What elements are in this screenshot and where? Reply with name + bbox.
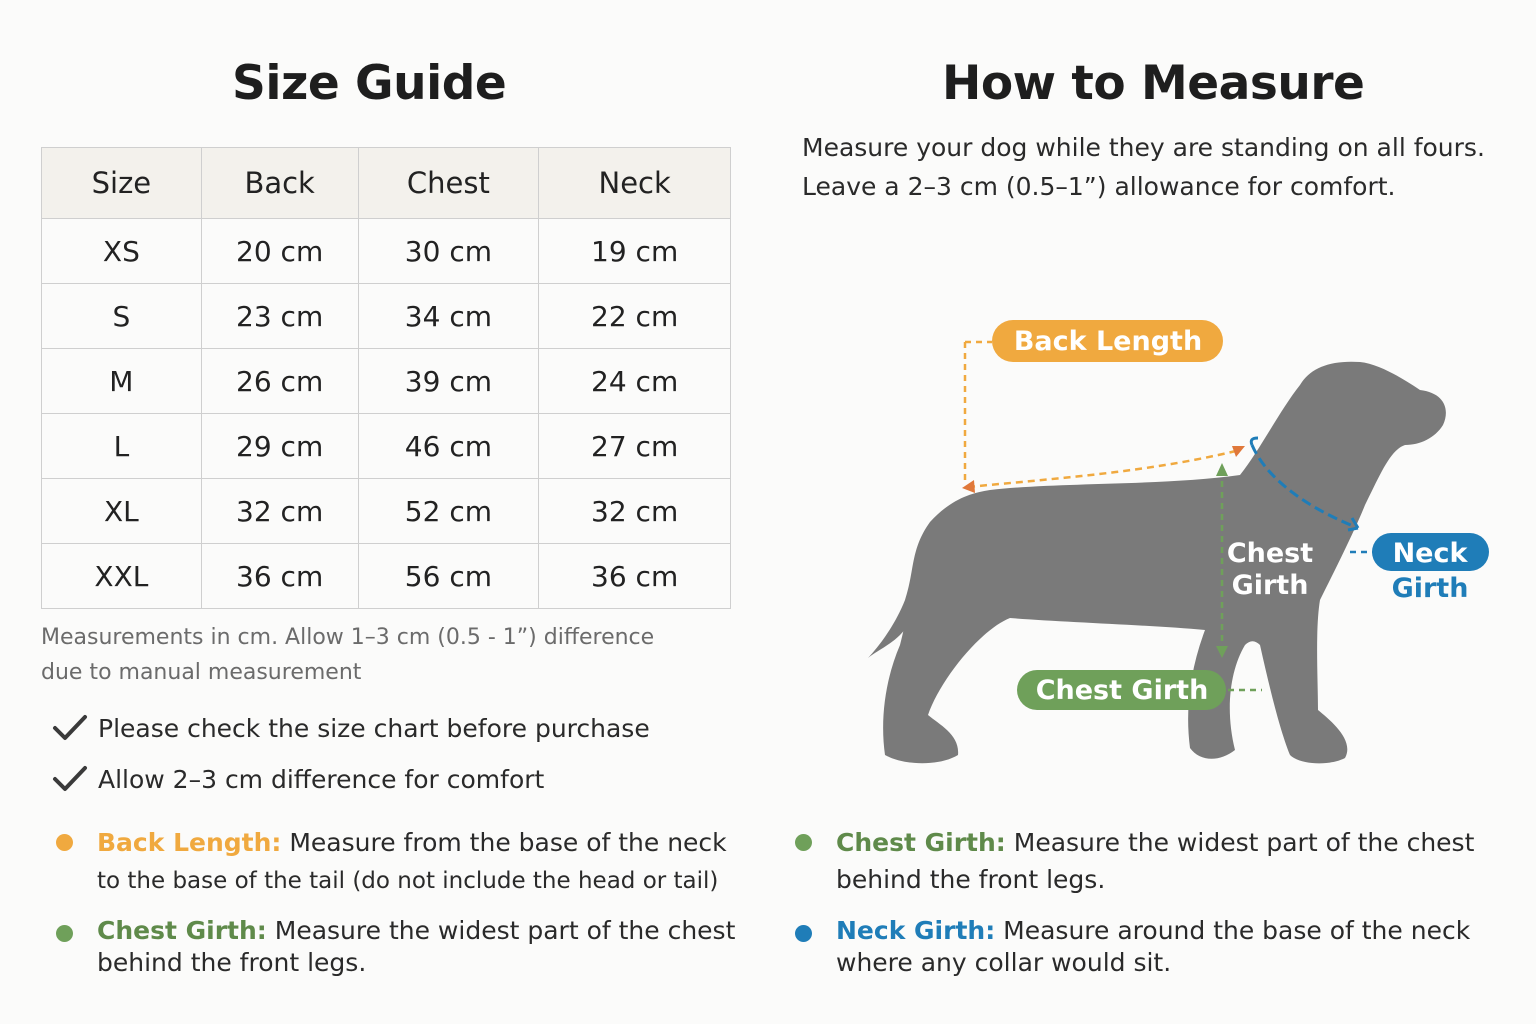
cell-neck: 22 cm xyxy=(539,284,731,349)
table-row xyxy=(42,544,731,609)
bullet-chest-girth-left xyxy=(97,915,757,979)
bullet-term: Back Length: xyxy=(97,828,282,857)
header-neck: Neck xyxy=(539,148,731,219)
header-back: Back xyxy=(201,148,358,219)
bullet-text-2: behind the front legs. xyxy=(836,865,1106,894)
header-chest: Chest xyxy=(358,148,539,219)
cell-back: 32 cm xyxy=(201,479,358,544)
check-item xyxy=(52,764,544,794)
cell-chest: 34 cm xyxy=(358,284,539,349)
measurement-note xyxy=(41,620,741,690)
cell-size: L xyxy=(42,414,202,479)
bullet-chest-girth-right xyxy=(836,824,1506,898)
neck-girth-label: Girth xyxy=(1391,573,1469,604)
how-to-measure-title: How to Measure xyxy=(942,56,1365,111)
table-row xyxy=(42,219,731,284)
cell-chest: 30 cm xyxy=(358,219,539,284)
cell-chest: 56 cm xyxy=(358,544,539,609)
bullet-text: Measure the widest part of the chest xyxy=(266,916,736,945)
check-text: Allow 2–3 cm difference for comfort xyxy=(98,764,545,794)
cell-back: 23 cm xyxy=(201,284,358,349)
back-length-label: Back Length xyxy=(1013,326,1203,357)
bullet-neck-girth xyxy=(836,915,1506,979)
bullet-back-length xyxy=(97,824,757,900)
intro-line-2: Leave a 2–3 cm (0.5–1”) allowance for comfort. xyxy=(802,172,1396,201)
cell-chest: 52 cm xyxy=(358,479,539,544)
cell-neck: 24 cm xyxy=(539,349,731,414)
note-line-2: due to manual measurement xyxy=(41,660,362,685)
table-row xyxy=(42,414,731,479)
chest-girth-inner-label-1: Chest xyxy=(1226,538,1314,569)
orange-dot-icon xyxy=(56,834,73,851)
table-row xyxy=(42,284,731,349)
bullet-text: Measure the widest part of the chest xyxy=(1005,828,1475,857)
green-dot-icon xyxy=(795,834,812,851)
cell-neck: 36 cm xyxy=(539,544,731,609)
cell-size: S xyxy=(42,284,202,349)
cell-neck: 27 cm xyxy=(539,414,731,479)
neck-label: Neck xyxy=(1392,538,1468,569)
cell-size: XS xyxy=(42,219,202,284)
bullet-text-2: to the base of the tail (do not include the head or tail) xyxy=(97,868,719,894)
checkmark-icon xyxy=(52,713,88,743)
cell-chest: 46 cm xyxy=(358,414,539,479)
blue-dot-icon xyxy=(795,925,812,942)
cell-neck: 19 cm xyxy=(539,219,731,284)
cell-back: 26 cm xyxy=(201,349,358,414)
cell-size: XXL xyxy=(42,544,202,609)
table-header-row xyxy=(42,148,731,219)
cell-neck: 32 cm xyxy=(539,479,731,544)
cell-size: XL xyxy=(42,479,202,544)
cell-chest: 39 cm xyxy=(358,349,539,414)
check-item xyxy=(52,713,650,743)
bullet-term: Chest Girth: xyxy=(97,916,267,945)
cell-back: 20 cm xyxy=(201,219,358,284)
intro-text xyxy=(802,128,1512,206)
bullet-text: Measure around the base of the neck xyxy=(995,916,1471,945)
bullet-term: Neck Girth: xyxy=(836,916,996,945)
size-guide-title: Size Guide xyxy=(232,56,507,111)
cell-back: 36 cm xyxy=(201,544,358,609)
checkmark-icon xyxy=(52,764,88,794)
table-row xyxy=(42,349,731,414)
header-size: Size xyxy=(42,148,202,219)
check-text: Please check the size chart before purchase xyxy=(98,713,650,743)
dog-diagram xyxy=(860,300,1500,780)
note-line-1: Measurements in cm. Allow 1–3 cm (0.5 - 1”) difference xyxy=(41,625,655,650)
cell-back: 29 cm xyxy=(201,414,358,479)
intro-line-1: Measure your dog while they are standing on all fours. xyxy=(802,133,1485,162)
bullet-text: Measure from the base of the neck xyxy=(281,828,727,857)
green-dot-icon xyxy=(56,925,73,942)
table-row xyxy=(42,479,731,544)
chest-girth-inner-label-2: Girth xyxy=(1231,570,1309,601)
bullet-text-2: behind the front legs. xyxy=(97,948,367,977)
chest-girth-label: Chest Girth xyxy=(1035,675,1209,706)
cell-size: M xyxy=(42,349,202,414)
back-length-guide xyxy=(962,342,1245,493)
size-table xyxy=(41,147,731,609)
bullet-text-2: where any collar would sit. xyxy=(836,948,1172,977)
bullet-term: Chest Girth: xyxy=(836,828,1006,857)
